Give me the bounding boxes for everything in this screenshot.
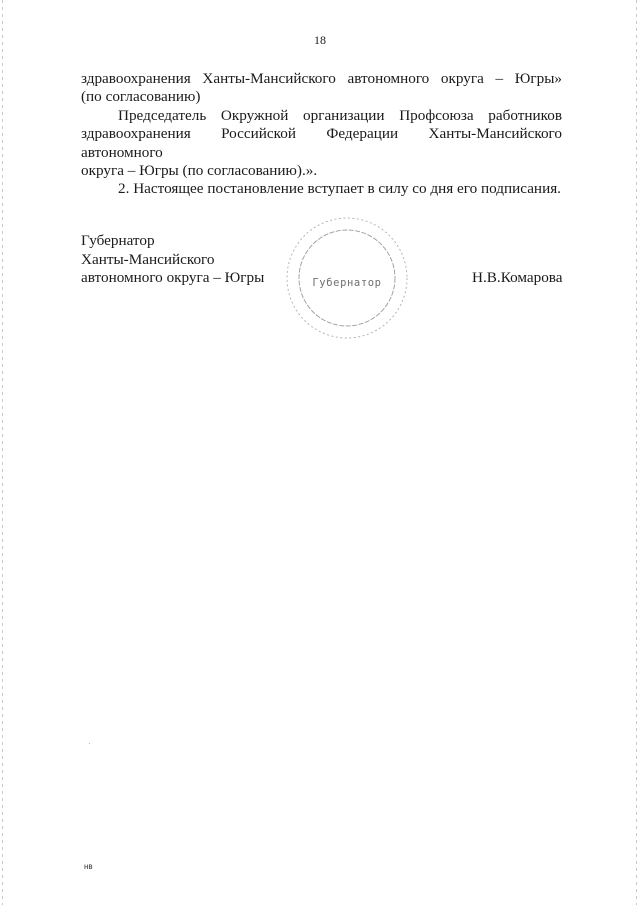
scan-speck (89, 743, 90, 744)
paragraph-line: округа – Югры (по согласованию).». (81, 162, 318, 180)
scan-edge-right (636, 0, 637, 905)
paragraph-line: Председатель Окружной организации Профсоюза работников (118, 106, 562, 124)
signer-title-line: Губернатор (81, 232, 155, 249)
signature-block (81, 232, 264, 288)
document-body (81, 70, 562, 199)
page-number: 18 (314, 33, 326, 47)
paragraph-line: (по согласованию) (81, 88, 201, 106)
seal-text: Губернатор (312, 277, 382, 289)
paragraph-line: здравоохранения Российской Федерации Ханты-Мансийского автономного (81, 125, 562, 161)
signer-title-line: автономного округа – Югры (81, 269, 265, 287)
paragraph-line: 2. Настоящее постановление вступает в силу со дня его подписания. (118, 180, 561, 198)
executor-mark: нв (84, 862, 93, 871)
governor-seal-stamp (283, 214, 411, 342)
signer-title-line: Ханты-Мансийского (81, 250, 215, 268)
paragraph-line: здравоохранения Ханты-Мансийского автономного округа – Югры» (81, 70, 562, 87)
scan-edge-left (2, 0, 3, 905)
signer-name: Н.В.Комарова (472, 269, 563, 286)
